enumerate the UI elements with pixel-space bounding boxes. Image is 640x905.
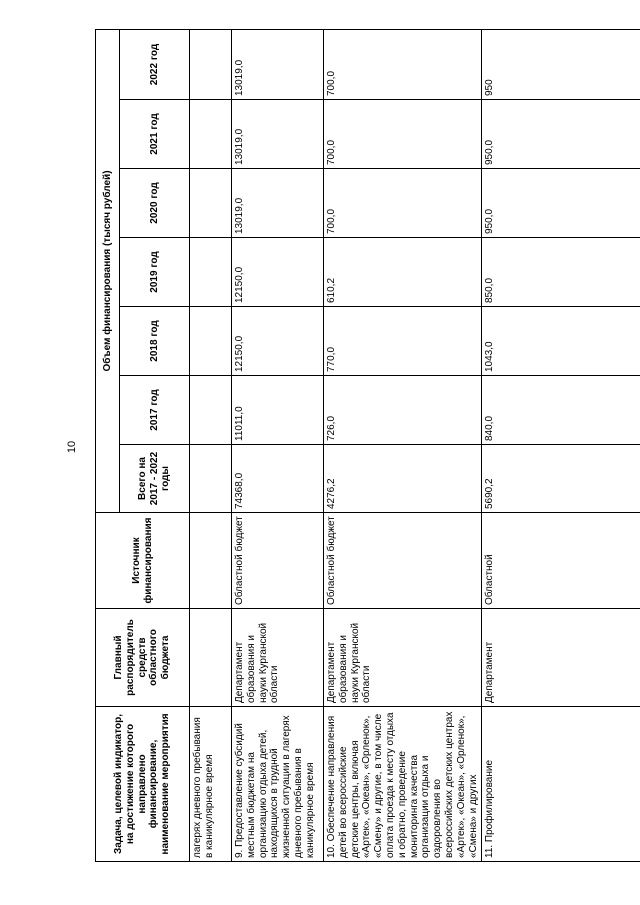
table-row bbox=[482, 29, 640, 861]
table-row bbox=[190, 29, 232, 861]
cell-year: 12150,0 bbox=[232, 307, 324, 376]
cell-task: лагерях дневного пребывания в каникулярное время bbox=[190, 707, 232, 862]
cell-source: Областной бюджет bbox=[324, 513, 482, 609]
cell-year: 950 bbox=[482, 29, 640, 99]
financing-table bbox=[95, 29, 640, 862]
header-year: 2020 год bbox=[120, 169, 190, 238]
header-task: Задача, целевой индикатор, на достижение которого направлено финансирование, наименование мероприятия bbox=[96, 707, 190, 862]
cell-year: 840,0 bbox=[482, 376, 640, 445]
cell-year: 850,0 bbox=[482, 238, 640, 307]
table-row bbox=[324, 29, 482, 861]
page-number: 10 bbox=[66, 440, 78, 454]
cell-source bbox=[190, 513, 232, 609]
cell-year: 1043,0 bbox=[482, 307, 640, 376]
cell-manager: Департамент образования и науки Курганской области bbox=[324, 609, 482, 707]
cell-year: 726,0 bbox=[324, 376, 482, 445]
cell-year: 770,0 bbox=[324, 307, 482, 376]
table-row bbox=[232, 29, 324, 861]
cell-task: 9. Предоставление субсидий местным бюджетам на организацию отдыха детей, находящихся в трудной жизненной ситуации в лагерях дневного пребывания в каникулярное время bbox=[232, 707, 324, 862]
cell-total bbox=[190, 445, 232, 513]
rotated-page bbox=[95, 30, 608, 862]
header-row-1 bbox=[96, 29, 120, 861]
header-year: 2018 год bbox=[120, 307, 190, 376]
cell-year bbox=[190, 307, 232, 376]
header-manager: Главный распорядитель средств областного бюджета bbox=[96, 609, 190, 707]
cell-year: 700,0 bbox=[324, 169, 482, 238]
header-year: 2019 год bbox=[120, 238, 190, 307]
cell-source: Областной бюджет bbox=[232, 513, 324, 609]
cell-year bbox=[190, 238, 232, 307]
header-volume: Объем финансирования (тысяч рублей) bbox=[96, 29, 120, 512]
cell-year bbox=[190, 100, 232, 169]
cell-year: 950,0 bbox=[482, 100, 640, 169]
cell-year: 700,0 bbox=[324, 29, 482, 99]
cell-year: 13019,0 bbox=[232, 29, 324, 99]
header-year: 2017 год bbox=[120, 376, 190, 445]
header-year: 2021 год bbox=[120, 100, 190, 169]
cell-year bbox=[190, 376, 232, 445]
cell-year bbox=[190, 169, 232, 238]
cell-manager: Департамент bbox=[482, 609, 640, 707]
cell-year: 11011,0 bbox=[232, 376, 324, 445]
cell-task: 11. Профилирование bbox=[482, 707, 640, 862]
cell-source: Областной bbox=[482, 513, 640, 609]
cell-manager: Департамент образования и науки Курганской области bbox=[232, 609, 324, 707]
cell-year: 700,0 bbox=[324, 100, 482, 169]
cell-total: 74368,0 bbox=[232, 445, 324, 513]
header-year: 2022 год bbox=[120, 29, 190, 99]
cell-manager bbox=[190, 609, 232, 707]
cell-year bbox=[190, 29, 232, 99]
cell-year: 950,0 bbox=[482, 169, 640, 238]
cell-total: 5690,2 bbox=[482, 445, 640, 513]
cell-total: 4276,2 bbox=[324, 445, 482, 513]
header-source: Источник финансирования bbox=[96, 513, 190, 609]
cell-task: 10. Обеспечение направления детей во всероссийские детские центры, включая «Артек», «Океан», «Орленок», «Смену» и другие, в том числе оплата проезда к месту отдыха и обратно, проведение мониторинга качества организации отдыха и оздоровления во всероссийских детских центрах «Артек», «Океан», «Орленок», «Смена» и других bbox=[324, 707, 482, 862]
cell-year: 13019,0 bbox=[232, 100, 324, 169]
cell-year: 610,2 bbox=[324, 238, 482, 307]
cell-year: 12150,0 bbox=[232, 238, 324, 307]
header-total: Всего на 2017 - 2022 годы bbox=[120, 445, 190, 513]
cell-year: 13019,0 bbox=[232, 169, 324, 238]
